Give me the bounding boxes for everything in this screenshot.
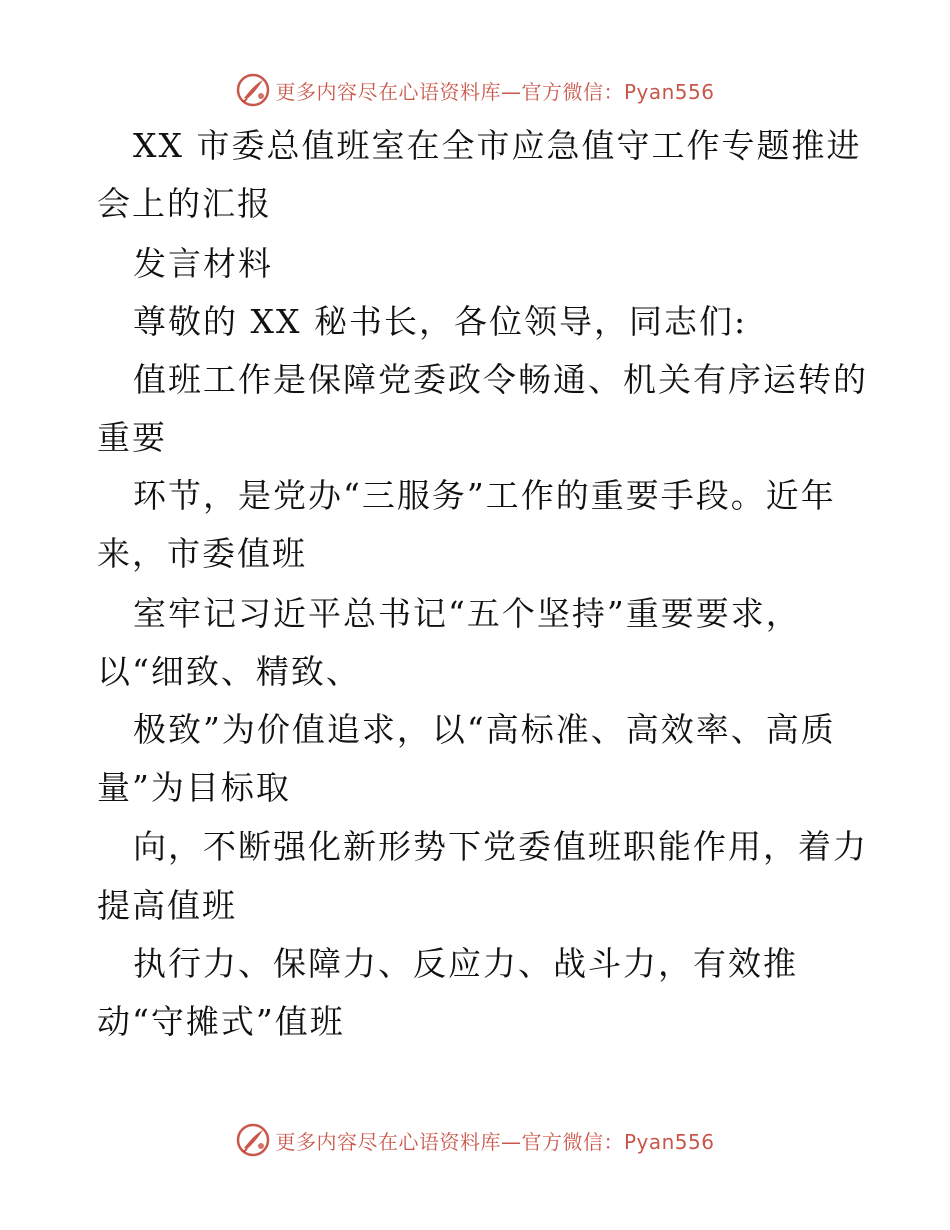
text-line: 以“细致、精致、 (97, 652, 361, 691)
text-line: 会上的汇报 (97, 184, 272, 223)
header-banner-text: 更多内容尽在心语资料库—官方微信：Pyan556 (275, 79, 715, 104)
header-banner (0, 70, 950, 110)
text-line: 动“守摊式”值班 (97, 1002, 345, 1041)
text-line: 重要 (97, 418, 167, 457)
quill-logo-icon (235, 1122, 271, 1158)
text-line: 极致”为价值追求，以“高标准、高效率、高质 (133, 710, 836, 749)
text-line: 提高值班 (97, 886, 237, 925)
footer-banner-inner (235, 1122, 714, 1158)
text-line: 发言材料 (133, 244, 273, 283)
text-line: 尊敬的 XX 秘书长，各位领导，同志们: (133, 302, 748, 341)
text-line: 值班工作是保障党委政令畅通、机关有序运转的 (133, 360, 868, 399)
text-line: 量”为目标取 (97, 768, 291, 807)
text-line: 环节，是党办“三服务”工作的重要手段。近年 (133, 476, 836, 515)
footer-banner-text: 更多内容尽在心语资料库—官方微信：Pyan556 (275, 1129, 715, 1154)
text-line: 执行力、保障力、反应力、战斗力，有效推 (133, 944, 798, 983)
footer-banner (0, 1120, 950, 1160)
text-line: 向，不断强化新形势下党委值班职能作用，着力 (133, 827, 868, 866)
text-line: 来，市委值班 (97, 534, 307, 573)
quill-logo-icon (235, 72, 271, 108)
header-banner-inner (235, 72, 714, 108)
text-line: 室牢记习近平总书记“五个坚持”重要要求， (133, 594, 801, 633)
text-line: XX 市委总值班室在全市应急值守工作专题推进 (133, 126, 862, 165)
